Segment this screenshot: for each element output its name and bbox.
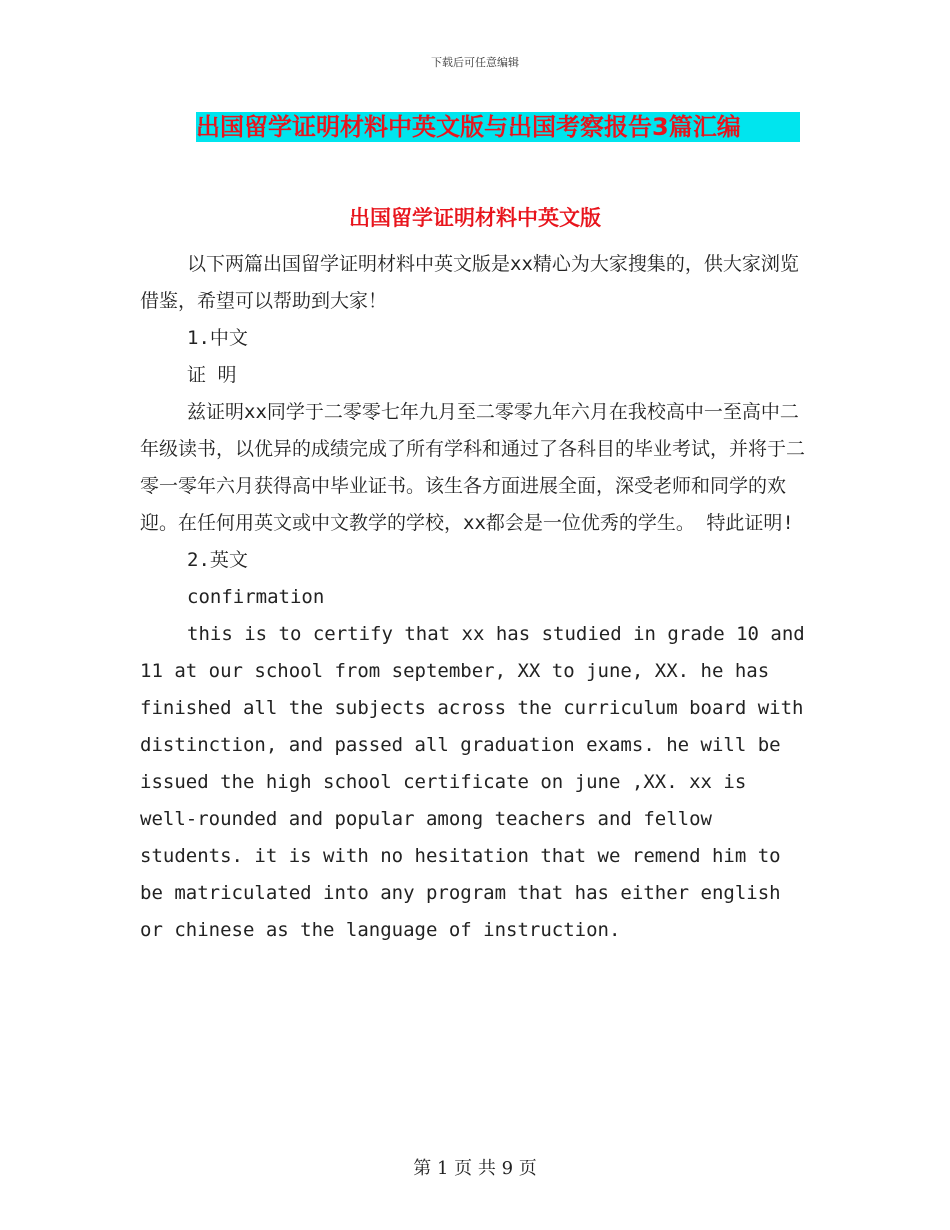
header-note: 下载后可任意编辑 bbox=[431, 56, 519, 69]
chinese-heading: 1.中文 bbox=[187, 327, 248, 349]
chinese-certificate-title: 证 明 bbox=[187, 364, 237, 386]
document-body bbox=[140, 246, 805, 949]
english-certificate-body: this is to certify that xx has studied in grade 10 and 11 at our school from september, XX to june, XX. he has finished all the subjects across the curriculum board with distinction, and passed all graduation exams. he will be issued the high school certificate on june ,XX. xx is well-rounded and popular among teachers and fellow students. it is with no hesitation that we remend him to be matriculated into any program that has either english or chinese as the language of instruction. bbox=[140, 623, 805, 941]
page-number: 第 1 页 共 9 页 bbox=[413, 1158, 537, 1179]
document-title: 出国留学证明材料中英文版与出国考察报告3篇汇编 bbox=[196, 112, 800, 142]
english-certificate-title: confirmation bbox=[187, 586, 325, 608]
chinese-certificate-body: 兹证明xx同学于二零零七年九月至二零零九年六月在我校高中一至高中二年级读书，以优异的成绩完成了所有学科和通过了各科目的毕业考试，并将于二零一零年六月获得高中毕业证书。该生各方面进展全面，深受老师和同学的欢迎。在任何用英文或中文教学的学校，xx都会是一位优秀的学生。 特此证明! bbox=[140, 401, 806, 534]
intro-paragraph: 以下两篇出国留学证明材料中英文版是xx精心为大家搜集的，供大家浏览借鉴，希望可以帮助到大家！ bbox=[140, 253, 799, 312]
english-heading: 2.英文 bbox=[187, 549, 248, 571]
section-title: 出国留学证明材料中英文版 bbox=[349, 206, 601, 230]
